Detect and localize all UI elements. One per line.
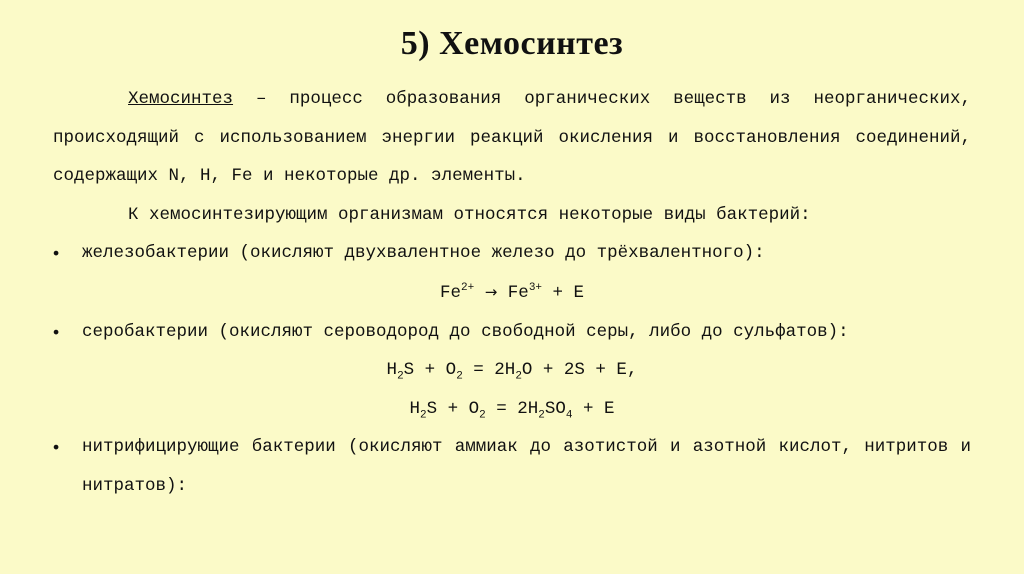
bullet-icon: • [53,321,60,342]
definition-text: – процесс образования органических веществ из неорганических, происходящий с использованием энергии реакций окисления и восстановления соединений, содержащих N, H, Fe и некоторые др. элементы. [53,89,971,187]
list-item-iron-bacteria [53,234,971,273]
equation-sulfur-1: $H_2S + O_2 = 2H_2O + 2S + E$, [386,360,638,383]
bullet-icon: • [53,243,60,264]
definition-term: Хемосинтез [128,89,234,109]
slide-body [53,80,971,506]
list-item-text: железобактерии (окисляют двухвалентное железо до трёхвалентного): [82,243,765,264]
intro-paragraph: К хемосинтезирующим организмам относятся некоторые виды бактерий: [128,204,811,225]
definition-paragraph [53,80,971,196]
arrow-right-icon: → [484,282,498,301]
list-item-text: нитрифицирующие бактерии (окисляют аммиак до азотистой и азотной кислот, нитритов и нитратов): [82,437,971,496]
list-item-sulfur-bacteria [53,313,971,352]
equation-iron: $Fe^{2+} \to Fe^{3+} + E$ [439,282,585,303]
bullet-icon: • [53,437,60,458]
equation-sulfur-2: $H_2S + O_2 = 2H_2SO_4 + E$ [409,398,615,422]
list-item-text: серобактерии (окисляют сероводород до свободной серы, либо до сульфатов): [82,321,849,342]
slide-title: 5) Хемосинтез [400,25,624,62]
list-item-nitrifying-bacteria [53,428,971,505]
